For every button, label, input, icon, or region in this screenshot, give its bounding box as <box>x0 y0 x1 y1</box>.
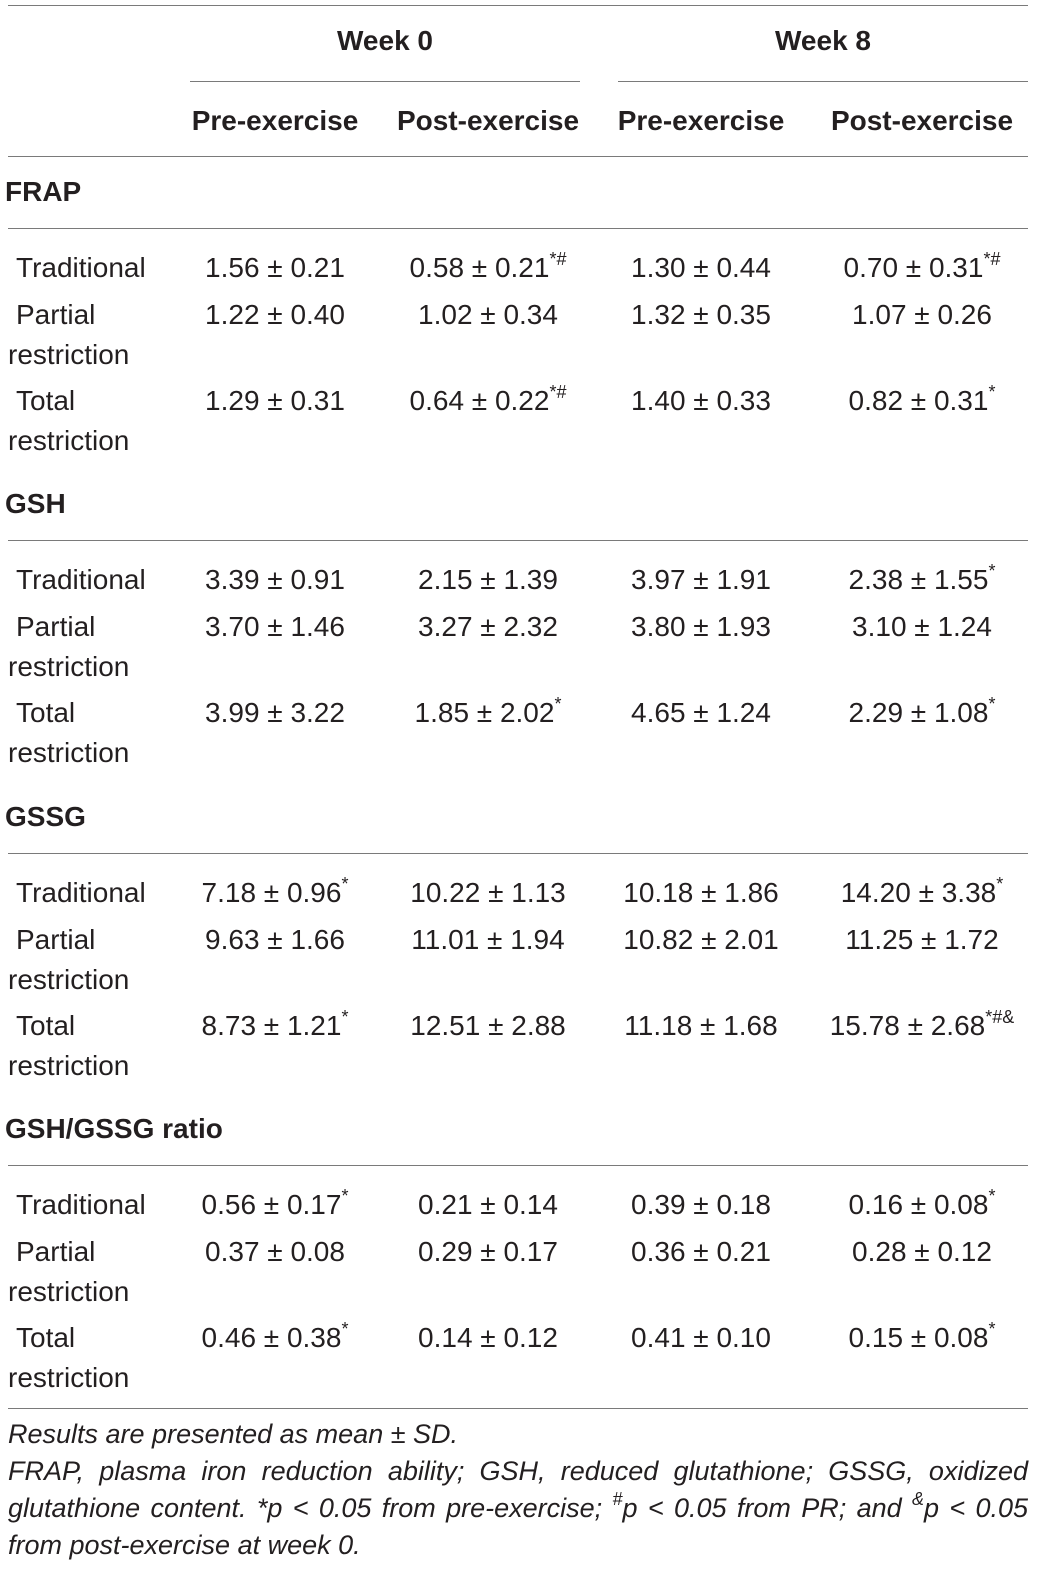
significance-marker: * <box>341 1185 349 1206</box>
cell-value: 3.80 ± 1.93 <box>631 611 771 642</box>
cell-value: 0.28 ± 0.12 <box>852 1236 992 1267</box>
significance-marker: * <box>988 693 996 714</box>
cell-value: 0.82 ± 0.31 <box>848 385 989 416</box>
cell-value: 1.40 ± 0.33 <box>631 385 771 416</box>
cell-value: 1.22 ± 0.40 <box>205 299 345 330</box>
footnote-amp-symbol: & <box>911 1489 924 1509</box>
cell-value: 0.16 ± 0.08 <box>848 1189 989 1220</box>
table-cell <box>383 923 593 957</box>
table-cell <box>170 923 380 957</box>
cell-value: 0.21 ± 0.14 <box>418 1189 558 1220</box>
row-label: Total restriction <box>8 385 130 456</box>
table-cell <box>596 1188 806 1222</box>
top-rule <box>8 5 1028 6</box>
table-cell <box>817 873 1027 910</box>
footnote-star-symbol: * <box>256 1493 268 1523</box>
table-cell <box>596 876 806 910</box>
table-bottom-rule <box>8 1408 1028 1409</box>
column-header-week8-post: Post-exercise <box>830 105 1014 136</box>
table-cell <box>383 381 593 418</box>
significance-marker: * <box>988 1185 996 1206</box>
section-rule <box>8 228 1028 229</box>
table-cell <box>383 1235 593 1269</box>
table-cell <box>817 923 1027 957</box>
table-cell <box>596 251 806 285</box>
cell-value: 14.20 ± 3.38 <box>840 877 997 908</box>
table-cell <box>170 384 380 418</box>
table-cell <box>596 1235 806 1269</box>
significance-marker: * <box>341 1318 349 1339</box>
group-header-week0: Week 0 <box>337 25 433 56</box>
significance-marker: * <box>988 560 996 581</box>
table-footnotes <box>8 1416 1028 1564</box>
cell-value: 2.29 ± 1.08 <box>848 697 989 728</box>
cell-value: 0.15 ± 0.08 <box>848 1322 989 1353</box>
significance-marker: * <box>554 693 562 714</box>
cell-value: 0.70 ± 0.31 <box>843 252 984 283</box>
table-cell <box>170 1185 380 1222</box>
table-cell <box>383 1321 593 1355</box>
cell-value: 11.01 ± 1.94 <box>411 924 565 955</box>
significance-marker: *# <box>549 381 567 402</box>
significance-marker: * <box>988 1318 996 1339</box>
table-cell <box>383 298 593 332</box>
table-cell <box>596 1321 806 1355</box>
cell-value: 10.18 ± 1.86 <box>623 877 779 908</box>
footnote-hash-symbol: # <box>612 1489 623 1509</box>
cell-value: 10.82 ± 2.01 <box>623 924 779 955</box>
footnote-abbrev-text: FRAP, plasma iron reduction ability; GSH, reduced glutathione; GSSG, oxidized glutathione content. <box>8 1456 1028 1523</box>
table-cell <box>170 251 380 285</box>
row-label: Partial restriction <box>8 299 130 370</box>
cell-value: 15.78 ± 2.68 <box>829 1010 986 1041</box>
cell-value: 3.99 ± 3.22 <box>205 697 345 728</box>
cell-value: 0.36 ± 0.21 <box>631 1236 771 1267</box>
row-label: Total restriction <box>8 1322 130 1393</box>
significance-marker: *# <box>983 248 1001 269</box>
table-cell <box>817 381 1027 418</box>
section-rule <box>8 853 1028 854</box>
table-cell <box>596 563 806 597</box>
table-cell <box>170 1235 380 1269</box>
cell-value: 0.41 ± 0.10 <box>631 1322 771 1353</box>
group-header-week8: Week 8 <box>775 25 871 56</box>
cell-value: 0.46 ± 0.38 <box>201 1322 342 1353</box>
table-cell <box>170 873 380 910</box>
week8-rule <box>618 81 1028 82</box>
header-bottom-rule <box>8 156 1028 157</box>
table-cell <box>383 693 593 730</box>
cell-value: 3.39 ± 0.91 <box>205 564 345 595</box>
table-cell <box>817 610 1027 644</box>
cell-value: 0.58 ± 0.21 <box>409 252 550 283</box>
cell-value: 0.64 ± 0.22 <box>409 385 550 416</box>
significance-marker: * <box>341 1006 349 1027</box>
table-cell <box>817 298 1027 332</box>
table-cell <box>170 1318 380 1355</box>
table-cell <box>170 1006 380 1043</box>
row-label: Total restriction <box>8 697 130 768</box>
table-cell <box>596 923 806 957</box>
cell-value: 2.38 ± 1.55 <box>848 564 989 595</box>
cell-value: 1.56 ± 0.21 <box>205 252 345 283</box>
row-label: Traditional <box>16 252 146 283</box>
table-cell <box>383 248 593 285</box>
cell-value: 0.14 ± 0.12 <box>418 1322 558 1353</box>
footnote-hash-text: p < 0.05 from PR; and <box>622 1493 912 1523</box>
table-cell <box>383 1009 593 1043</box>
cell-value: 1.85 ± 2.02 <box>414 697 555 728</box>
row-label: Partial restriction <box>8 611 130 682</box>
row-label: Partial restriction <box>8 1236 130 1307</box>
row-label: Traditional <box>16 564 146 595</box>
table-cell <box>596 610 806 644</box>
row-label: Partial restriction <box>8 924 130 995</box>
cell-value: 11.25 ± 1.72 <box>845 924 999 955</box>
table-cell <box>596 384 806 418</box>
table-cell <box>170 696 380 730</box>
cell-value: 0.39 ± 0.18 <box>631 1189 771 1220</box>
significance-marker: * <box>996 873 1004 894</box>
table-cell <box>817 693 1027 730</box>
cell-value: 3.97 ± 1.91 <box>631 564 771 595</box>
table-cell <box>383 1188 593 1222</box>
footnote-abbreviations <box>8 1453 1028 1564</box>
table-cell <box>817 1006 1027 1043</box>
cell-value: 10.22 ± 1.13 <box>410 877 566 908</box>
section-title: GSH <box>5 488 66 519</box>
table-cell <box>596 298 806 332</box>
significance-marker: * <box>988 381 996 402</box>
cell-value: 3.27 ± 2.32 <box>418 611 558 642</box>
section-title: GSSG <box>5 801 86 832</box>
table-cell <box>817 1318 1027 1355</box>
cell-value: 3.10 ± 1.24 <box>852 611 992 642</box>
cell-value: 1.02 ± 0.34 <box>418 299 558 330</box>
cell-value: 2.15 ± 1.39 <box>418 564 558 595</box>
table-cell <box>383 876 593 910</box>
section-title: GSH/GSSG ratio <box>5 1113 223 1144</box>
cell-value: 4.65 ± 1.24 <box>631 697 771 728</box>
cell-value: 9.63 ± 1.66 <box>205 924 345 955</box>
significance-marker: *#& <box>985 1006 1015 1027</box>
table-cell <box>596 696 806 730</box>
table-cell <box>383 610 593 644</box>
table-cell <box>817 248 1027 285</box>
cell-value: 11.18 ± 1.68 <box>624 1010 778 1041</box>
cell-value: 1.32 ± 0.35 <box>631 299 771 330</box>
week0-rule <box>190 81 580 82</box>
cell-value: 0.29 ± 0.17 <box>418 1236 558 1267</box>
significance-marker: *# <box>549 248 567 269</box>
section-rule <box>8 1165 1028 1166</box>
section-rule <box>8 540 1028 541</box>
section-title: FRAP <box>5 176 82 207</box>
cell-value: 1.29 ± 0.31 <box>205 385 345 416</box>
row-label: Total restriction <box>8 1010 130 1081</box>
cell-value: 3.70 ± 1.46 <box>205 611 345 642</box>
cell-value: 1.30 ± 0.44 <box>631 252 771 283</box>
table-cell <box>817 1185 1027 1222</box>
significance-marker: * <box>341 873 349 894</box>
row-label: Traditional <box>16 877 146 908</box>
column-header-week8-pre: Pre-exercise <box>617 105 785 136</box>
footnote-amp-text: p < 0.05 from post-exercise at week 0. <box>8 1493 1029 1560</box>
cell-value: 0.56 ± 0.17 <box>201 1189 342 1220</box>
table-cell <box>817 1235 1027 1269</box>
footnote-mean-sd: Results are presented as mean ± SD. <box>8 1419 459 1449</box>
cell-value: 7.18 ± 0.96 <box>201 877 342 908</box>
row-label: Traditional <box>16 1189 146 1220</box>
table-cell <box>596 1009 806 1043</box>
cell-value: 8.73 ± 1.21 <box>201 1010 342 1041</box>
footnote-star-text: p < 0.05 from pre-exercise; <box>267 1493 613 1523</box>
table-cell <box>383 563 593 597</box>
column-header-week0-post: Post-exercise <box>396 105 580 136</box>
table-cell <box>170 563 380 597</box>
cell-value: 0.37 ± 0.08 <box>205 1236 345 1267</box>
table-cell <box>170 610 380 644</box>
table-cell <box>170 298 380 332</box>
table-cell <box>817 560 1027 597</box>
cell-value: 1.07 ± 0.26 <box>852 299 992 330</box>
column-header-week0-pre: Pre-exercise <box>191 105 359 136</box>
cell-value: 12.51 ± 2.88 <box>410 1010 566 1041</box>
